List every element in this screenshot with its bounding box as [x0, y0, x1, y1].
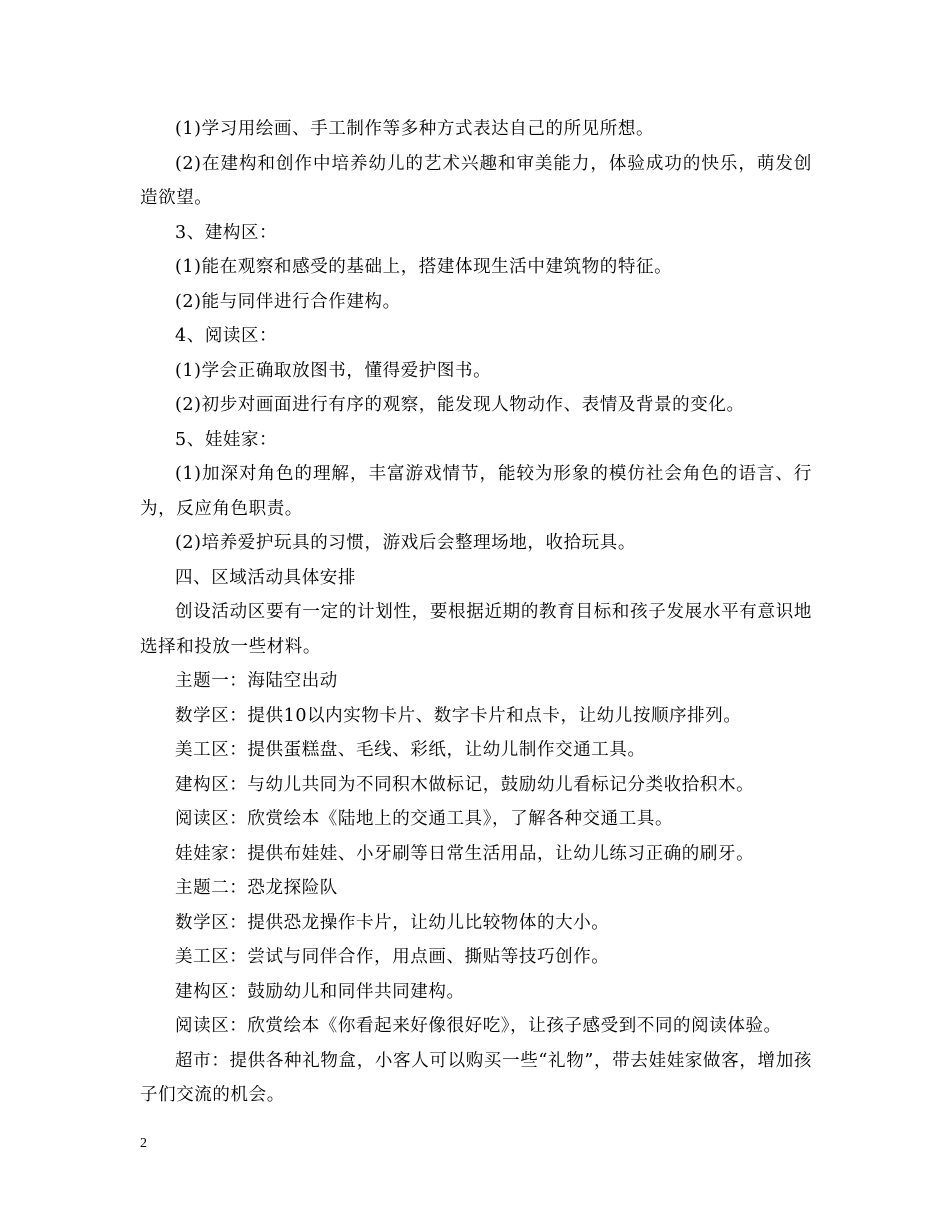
- paragraph: 建构区：鼓励幼儿和同伴共同建构。: [175, 981, 465, 1002]
- paragraph: (1)加深对角色的理解，丰富游戏情节，能较为形象的模仿社会角色的语言、行为，反应角色职责。: [140, 464, 812, 519]
- page-number: 2: [140, 1136, 147, 1151]
- paragraph: 阅读区：欣赏绘本《你看起来好像很好吃》，让孩子感受到不同的阅读体验。: [175, 1016, 782, 1036]
- paragraph: (2)在建构和创作中培养幼儿的艺术兴趣和审美能力，体验成功的快乐，萌发创造欲望。: [140, 153, 812, 208]
- paragraph: 数学区：提供恐龙操作卡片，让幼儿比较物体的大小。: [175, 912, 610, 933]
- paragraph: 建构区：与幼儿共同为不同积木做标记，鼓励幼儿看标记分类收拾积木。: [175, 774, 755, 795]
- paragraph: (1)学习用绘画、手工制作等多种方式表达自己的所见所想。: [175, 119, 655, 139]
- section-heading: 四、区域活动具体安排: [175, 567, 356, 588]
- paragraph: 数学区：提供10以内实物卡片、数字卡片和点卡，让幼儿按顺序排列。: [175, 705, 742, 726]
- theme-heading: 主题二：恐龙探险队: [175, 878, 338, 898]
- theme-heading: 主题一：海陆空出动: [175, 671, 338, 691]
- paragraph: (1)学会正确取放图书，懂得爱护图书。: [175, 360, 492, 381]
- section-heading: 4、阅读区：: [175, 326, 278, 346]
- paragraph: 美工区：提供蛋糕盘、毛线、彩纸，让幼儿制作交通工具。: [175, 740, 646, 760]
- paragraph: 创设活动区要有一定的计划性，要根据近期的教育目标和孩子发展水平有意识地选择和投放一些材料。: [140, 602, 812, 657]
- section-heading: 3、建构区：: [175, 222, 278, 243]
- paragraph: 娃娃家：提供布娃娃、小牙刷等日常生活用品，让幼儿练习正确的刷牙。: [175, 843, 755, 864]
- paragraph: 阅读区：欣赏绘本《陆地上的交通工具》，了解各种交通工具。: [175, 809, 674, 829]
- paragraph: 美工区：尝试与同伴合作，用点画、撕贴等技巧创作。: [175, 947, 610, 967]
- paragraph: (2)能与同伴进行合作建构。: [175, 291, 401, 312]
- paragraph: 超市：提供各种礼物盒，小客人可以购买一些“礼物”，带去娃娃家做客，增加孩子们交流的机会。: [140, 1050, 812, 1105]
- paragraph: (2)培养爱护玩具的习惯，游戏后会整理场地，收拾玩具。: [175, 533, 636, 553]
- section-heading: 5、娃娃家：: [175, 429, 278, 450]
- paragraph: (1)能在观察和感受的基础上，搭建体现生活中建筑物的特征。: [175, 257, 673, 277]
- paragraph: (2)初步对画面进行有序的观察，能发现人物动作、表情及背景的变化。: [175, 395, 745, 415]
- document-body: [140, 112, 812, 1113]
